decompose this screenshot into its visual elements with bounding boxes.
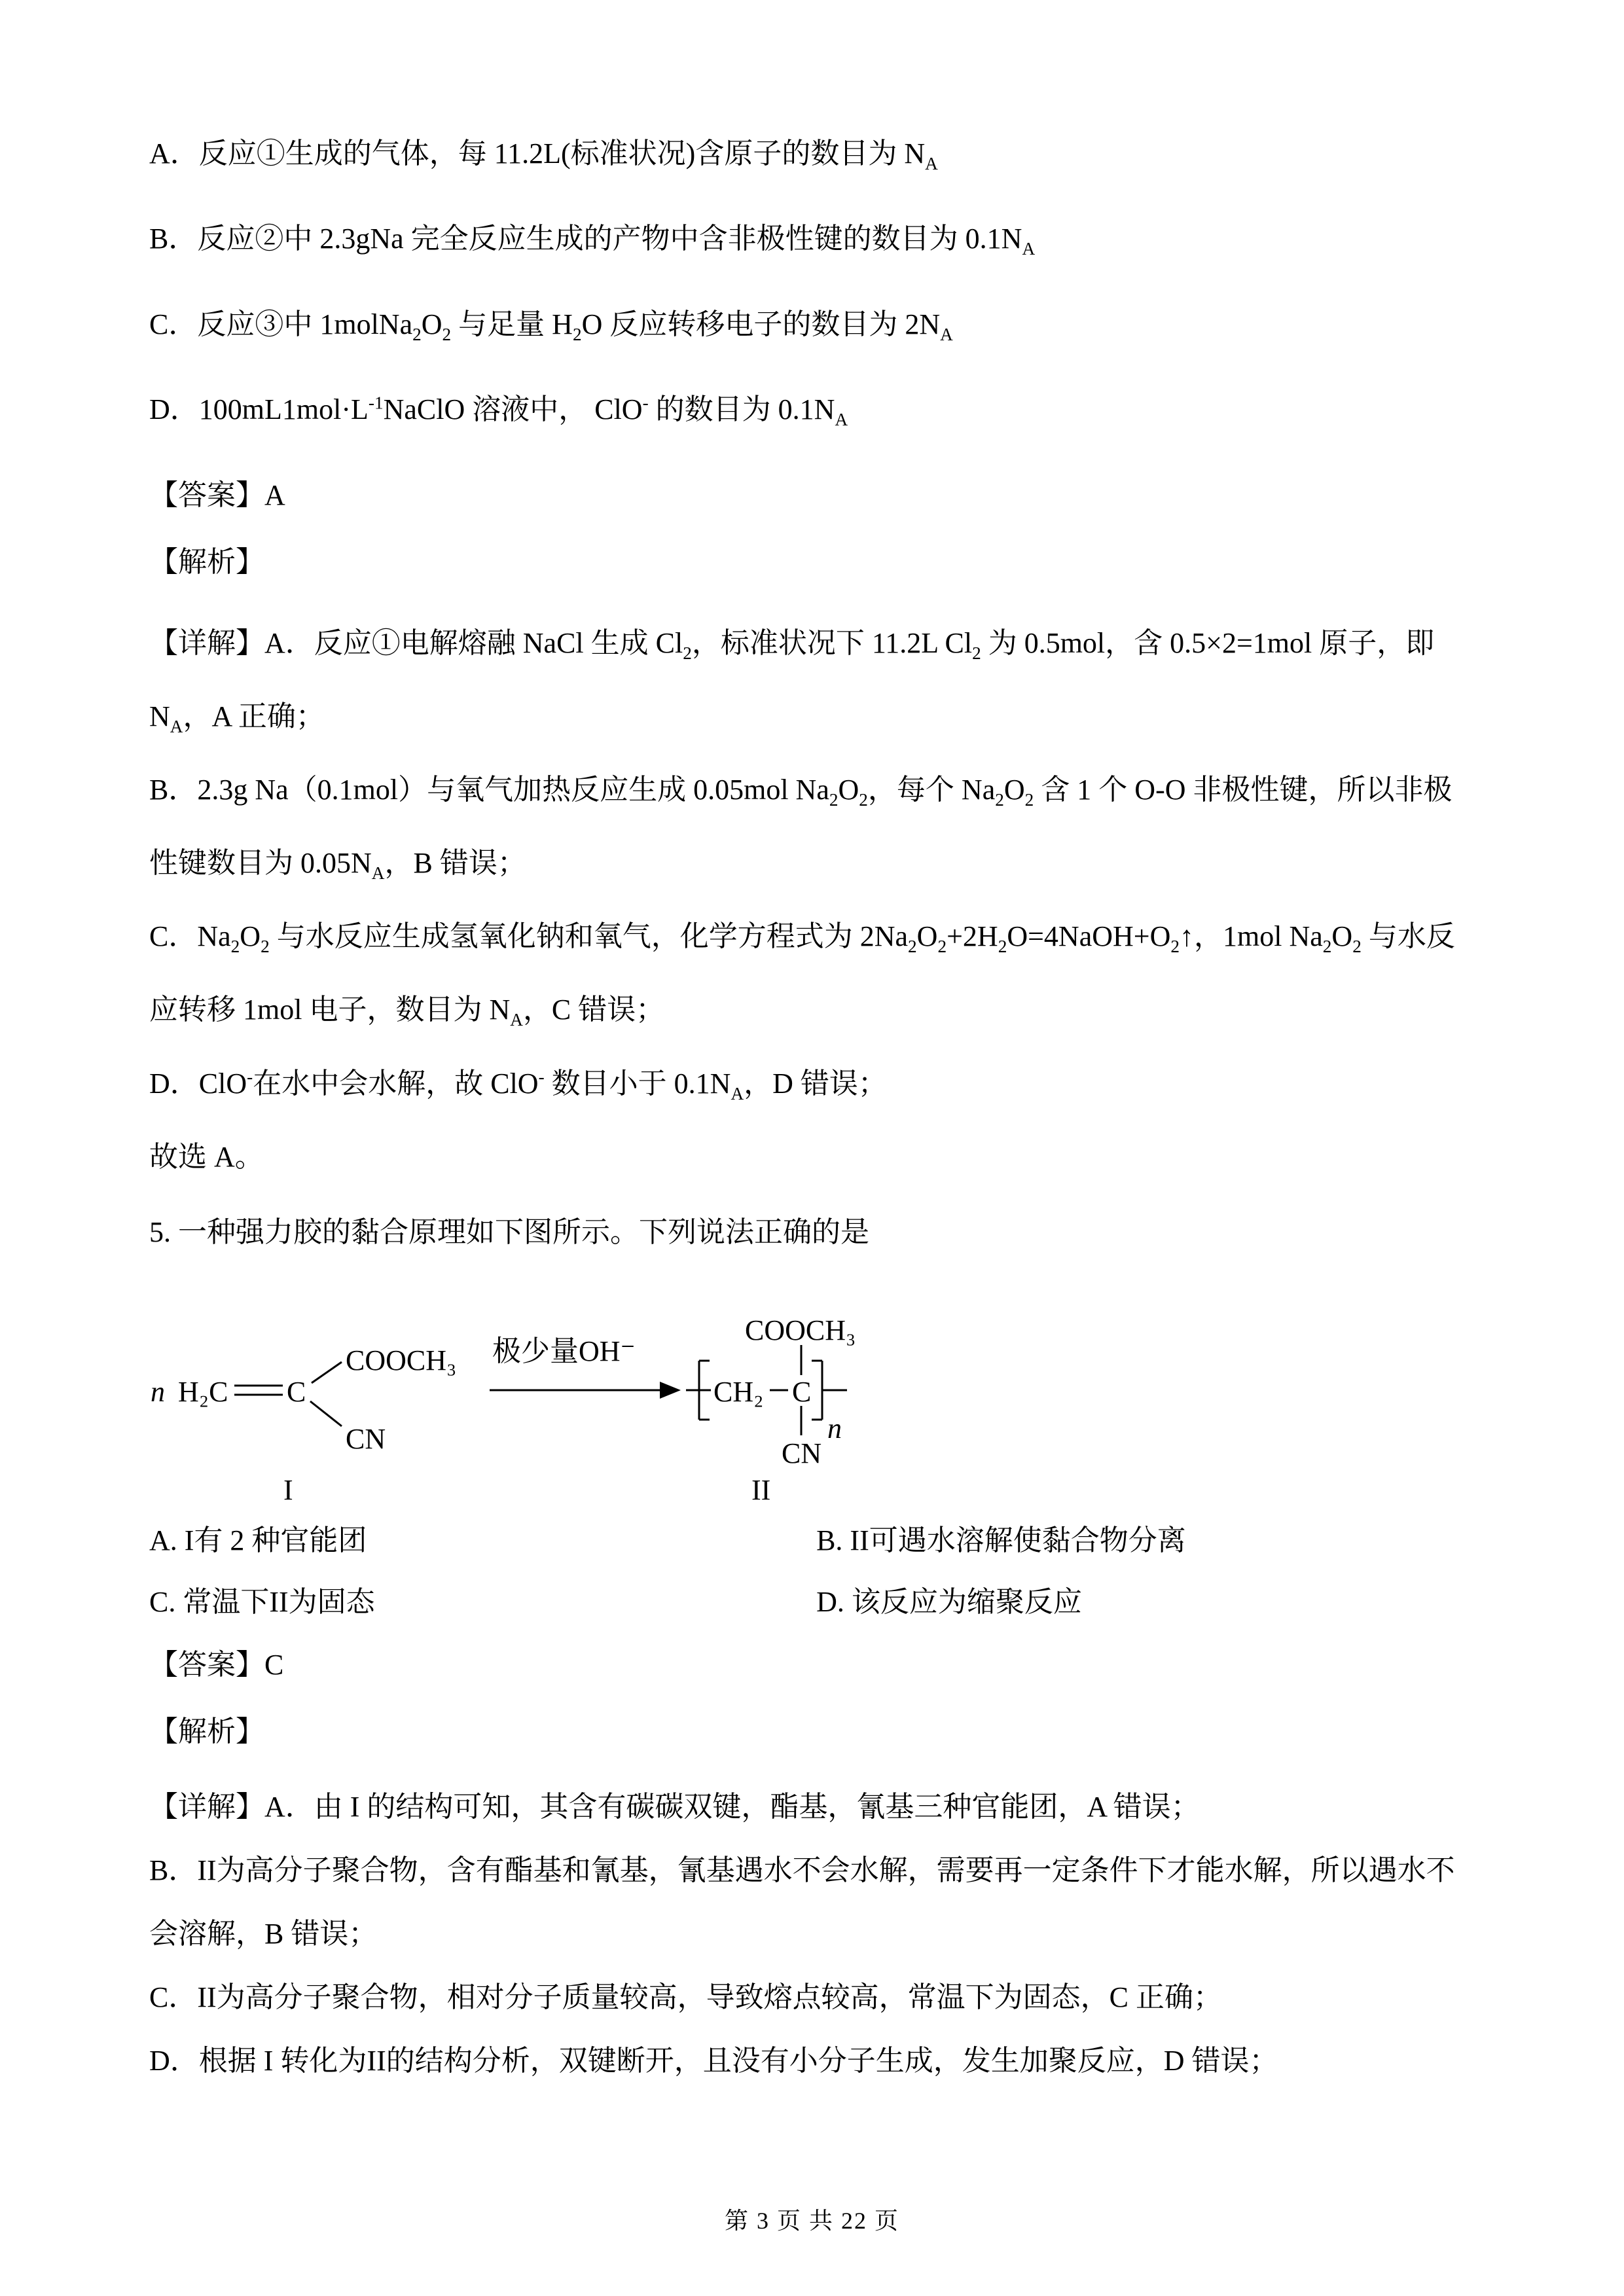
q4-option-b: B．反应②中 2.3gNa 完全反应生成的产物中含非极性键的数目为 $0.1N_A$ — [149, 223, 1036, 259]
q5-option-a: A. I有 2 种官能团 — [149, 1524, 367, 1557]
q4-explanation-d: D．ClO-在水中会水解，故 ClO- 数目小于 $0.1N_A$，D 错误； — [149, 1067, 887, 1103]
polymer-subscript-n: n — [827, 1412, 842, 1445]
q4-explanation-c: C．$Na_2O_2$ 与水反应生成氢氧化钠和氧气，化学方程式为 $2Na_2O_2+2H_2O=4NaOH+O_2↑$，1mol $Na_2O_2$ 与水反应转移 1mol 电子，数目为 $N_A$，C 错误； — [149, 920, 1455, 1030]
cn-group-right: CN — [782, 1437, 822, 1470]
reaction-condition: 极少量OH⁻ — [492, 1335, 636, 1368]
cooch3-group-left: COOCH₃ — [346, 1344, 457, 1377]
q5-explanation-a: 【详解】A．由 I 的结构可知，其含有碳碳双键，酯基，氰基三种官能团，A 错误； — [149, 1791, 1200, 1823]
q5-explanation-c: C．II为高分子聚合物，相对分子质量较高，导致熔点较高，常温下为固态，C 正确； — [149, 1981, 1222, 2013]
q5-answer: 【答案】C — [149, 1648, 284, 1681]
q5-option-c: C. 常温下II为固态 — [149, 1586, 375, 1619]
ch2-group: CH₂ — [713, 1376, 764, 1408]
q4-explanation-a: 【详解】A．反应①电解熔融 NaCl 生成 $Cl_2$，标准状况下 11.2L $Cl_2$ 为 0.5mol，含 0.5×2=1mol 原子，即 $N_A$，A 正确； — [149, 626, 1435, 736]
q4-option-d: D．$100mL1mol\cdot L^{-1}NaClO$ 溶液中， ClO- 的数目为 $0.1N_A$ — [149, 393, 848, 430]
structure-label-i: I — [283, 1474, 293, 1507]
q4-answer: 【答案】A — [149, 478, 285, 511]
q5-explanation-d: D．根据 I 转化为II的结构分析，双键断开，且没有小分子生成，发生加聚反应，D 错误； — [149, 2044, 1278, 2077]
q4-option-a: A．反应①生成的气体，每 11.2L(标准状况)含原子的数目为 $N_A$ — [149, 137, 938, 173]
monomer-coefficient-n: n — [151, 1376, 165, 1408]
q4-analysis-label: 【解析】 — [149, 546, 264, 579]
cn-group-left: CN — [346, 1423, 386, 1456]
arrowhead-icon — [660, 1382, 681, 1399]
q5-option-d: D. 该反应为缩聚反应 — [816, 1586, 1082, 1619]
q5-option-b: B. II可遇水溶解使黏合物分离 — [816, 1524, 1186, 1557]
structure-label-ii: II — [751, 1474, 771, 1507]
q4-options — [149, 131, 1470, 435]
q5-stem: 5. 一种强力胶的黏合原理如下图所示。下列说法正确的是 — [149, 1216, 869, 1249]
carbon-right: C — [792, 1376, 812, 1408]
q5-reaction-diagram — [149, 1277, 1470, 1515]
q5-explanation-b: B．II为高分子聚合物，含有酯基和氰基，氰基遇水不会水解，需要再一定条件下才能水解，所以遇水不会溶解，B 错误； — [149, 1854, 1455, 1950]
q4-explanation — [149, 607, 1470, 1194]
carbon-left: C — [287, 1376, 306, 1408]
q5-reaction-scheme — [149, 1277, 1033, 1507]
cooch3-group-right: COOCH₃ — [745, 1314, 856, 1347]
q5-options — [149, 1518, 1470, 1641]
q4-conclusion: 故选 A。 — [149, 1140, 264, 1173]
page-footer: 第 3 页 共 22 页 — [724, 2208, 899, 2234]
h2c-group: H₂C — [178, 1376, 228, 1408]
q5-explanation — [149, 1776, 1470, 2092]
q4-option-c: C．反应③中 $1molNa_2O_2$ 与足量 $H_2O$ 反应转移电子的数目为 $2N_A$ — [149, 308, 953, 344]
q4-explanation-b: B．2.3g Na（0.1mol）与氧气加热反应生成 0.05mol $Na_2O_2$，每个 $Na_2O_2$ 含 1 个 O-O 非极性键，所以非极性键数目为 $0.05N_A$，B 错误； — [149, 773, 1453, 883]
q5-analysis-label: 【解析】 — [149, 1715, 264, 1748]
